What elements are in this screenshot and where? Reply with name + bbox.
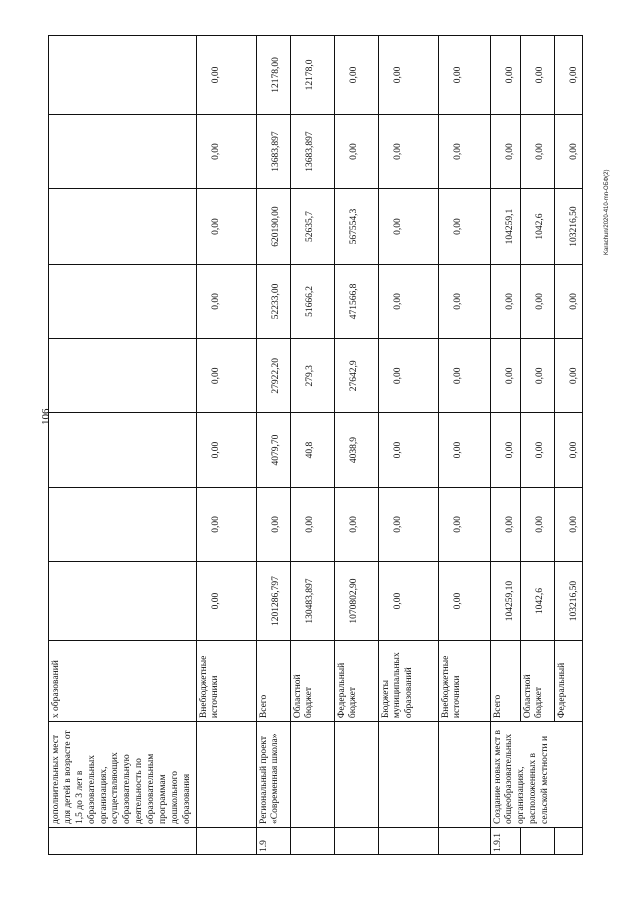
row-name [196, 722, 256, 828]
row-source: Бюджеты муниципальных образований [378, 640, 438, 721]
row-source: Федеральный бюджет [334, 640, 378, 721]
table-row [256, 36, 290, 855]
row-name: Создание новых мест в общеобразовательных организациях, расположенных в сельской местности и [490, 722, 583, 828]
cell-value: 0,00 [196, 413, 256, 487]
table-row [290, 36, 334, 855]
cell-value: 4038,9 [334, 413, 378, 487]
cell-value: 0,00 [438, 189, 490, 264]
cell-value: 0,00 [196, 339, 256, 413]
cell-value: 1201286,797 [256, 562, 290, 641]
cell-value: 0,00 [378, 264, 438, 338]
table-row [49, 36, 197, 855]
cell-value: 130483,897 [290, 562, 334, 641]
row-code [438, 827, 490, 854]
cell-value: 0,00 [196, 264, 256, 338]
row-source: Всего [490, 640, 520, 721]
cell-value: 104259,1 [490, 189, 520, 264]
row-code [554, 827, 583, 854]
cell-value: 0,00 [438, 264, 490, 338]
cell-value: 0,00 [378, 413, 438, 487]
cell-value [49, 487, 197, 561]
cell-value: 0,00 [554, 114, 583, 188]
cell-value: 0,00 [520, 114, 554, 188]
page-number: 106 [40, 408, 52, 425]
cell-value: 0,00 [554, 339, 583, 413]
cell-value: 279,3 [290, 339, 334, 413]
cell-value: 1042,6 [520, 189, 554, 264]
cell-value: 0,00 [290, 487, 334, 561]
cell-value: 103216,50 [554, 189, 583, 264]
row-name [290, 722, 334, 828]
cell-value: 40,8 [290, 413, 334, 487]
cell-value: 0,00 [196, 36, 256, 115]
cell-value: 471566,8 [334, 264, 378, 338]
budget-table [48, 35, 583, 855]
cell-value: 0,00 [520, 36, 554, 115]
cell-value: 0,00 [520, 487, 554, 561]
row-source: Внебюджетные источники [196, 640, 256, 721]
row-code [378, 827, 438, 854]
cell-value [49, 114, 197, 188]
cell-value [49, 264, 197, 338]
table-row [490, 36, 520, 855]
cell-value: 13683,897 [256, 114, 290, 188]
cell-value: 0,00 [334, 36, 378, 115]
cell-value: 0,00 [196, 487, 256, 561]
row-code [334, 827, 378, 854]
cell-value: 1070802,90 [334, 562, 378, 641]
cell-value [49, 413, 197, 487]
row-code [290, 827, 334, 854]
cell-value: 12178,00 [256, 36, 290, 115]
cell-value: 0,00 [520, 413, 554, 487]
cell-value: 27922,20 [256, 339, 290, 413]
cell-value: 0,00 [378, 36, 438, 115]
cell-value: 0,00 [490, 264, 520, 338]
cell-value: 1042,6 [520, 562, 554, 641]
cell-value [49, 36, 197, 115]
row-source: Всего [256, 640, 290, 721]
cell-value: 0,00 [554, 36, 583, 115]
cell-value: 0,00 [378, 189, 438, 264]
row-name [378, 722, 438, 828]
cell-value: 0,00 [490, 36, 520, 115]
cell-value [49, 339, 197, 413]
cell-value: 0,00 [438, 36, 490, 115]
cell-value [49, 189, 197, 264]
cell-value: 0,00 [554, 487, 583, 561]
cell-value: 0,00 [334, 487, 378, 561]
table-row [378, 36, 438, 855]
cell-value: 0,00 [438, 114, 490, 188]
table-row [196, 36, 256, 855]
row-name: Региональный проект «Современная школа» [256, 722, 290, 828]
row-name: дополнительных мест для детей в возрасте от 1,5 до 3 лет в образовательных организациях, осуществляющих образовательную деятельность по образовательным программам дошкольного образования [49, 722, 197, 828]
cell-value: 0,00 [378, 339, 438, 413]
row-source: х образований [49, 640, 197, 721]
cell-value: 4079,70 [256, 413, 290, 487]
cell-value: 0,00 [554, 264, 583, 338]
cell-value: 0,00 [256, 487, 290, 561]
cell-value: 567554,3 [334, 189, 378, 264]
row-name [438, 722, 490, 828]
table-row [334, 36, 378, 855]
cell-value: 0,00 [490, 114, 520, 188]
cell-value: 52635,7 [290, 189, 334, 264]
cell-value: 27642,9 [334, 339, 378, 413]
table-row [438, 36, 490, 855]
row-source: Внебюджетные источники [438, 640, 490, 721]
cell-value: 12178,0 [290, 36, 334, 115]
cell-value: 0,00 [196, 189, 256, 264]
cell-value [49, 562, 197, 641]
row-code [520, 827, 554, 854]
cell-value: 0,00 [438, 413, 490, 487]
cell-value: 0,00 [520, 339, 554, 413]
cell-value: 0,00 [334, 114, 378, 188]
cell-value: 0,00 [438, 487, 490, 561]
cell-value: 0,00 [438, 562, 490, 641]
cell-value: 104259,10 [490, 562, 520, 641]
cell-value: 0,00 [490, 487, 520, 561]
cell-value: 0,00 [438, 339, 490, 413]
rotated-page-content [48, 35, 578, 855]
cell-value: 0,00 [520, 264, 554, 338]
row-name [334, 722, 378, 828]
row-code [49, 827, 197, 854]
row-source: Областной бюджет [520, 640, 554, 721]
cell-value: 13683,897 [290, 114, 334, 188]
row-source: Областной бюджет [290, 640, 334, 721]
cell-value: 52233,00 [256, 264, 290, 338]
cell-value: 0,00 [490, 413, 520, 487]
cell-value: 51666,2 [290, 264, 334, 338]
cell-value: 0,00 [378, 114, 438, 188]
row-code [196, 827, 256, 854]
cell-value: 620190,00 [256, 189, 290, 264]
row-code: 1.9 [256, 827, 290, 854]
cell-value: 0,00 [196, 114, 256, 188]
row-code: 1.9.1 [490, 827, 520, 854]
cell-value: 0,00 [554, 413, 583, 487]
cell-value: 0,00 [490, 339, 520, 413]
cell-value: 0,00 [378, 562, 438, 641]
cell-value: 0,00 [378, 487, 438, 561]
document-stamp: Karachun/2020-410-mn-ОБФ(2) [604, 169, 610, 255]
cell-value: 0,00 [196, 562, 256, 641]
cell-value: 103216,50 [554, 562, 583, 641]
row-source: Федеральный [554, 640, 583, 721]
